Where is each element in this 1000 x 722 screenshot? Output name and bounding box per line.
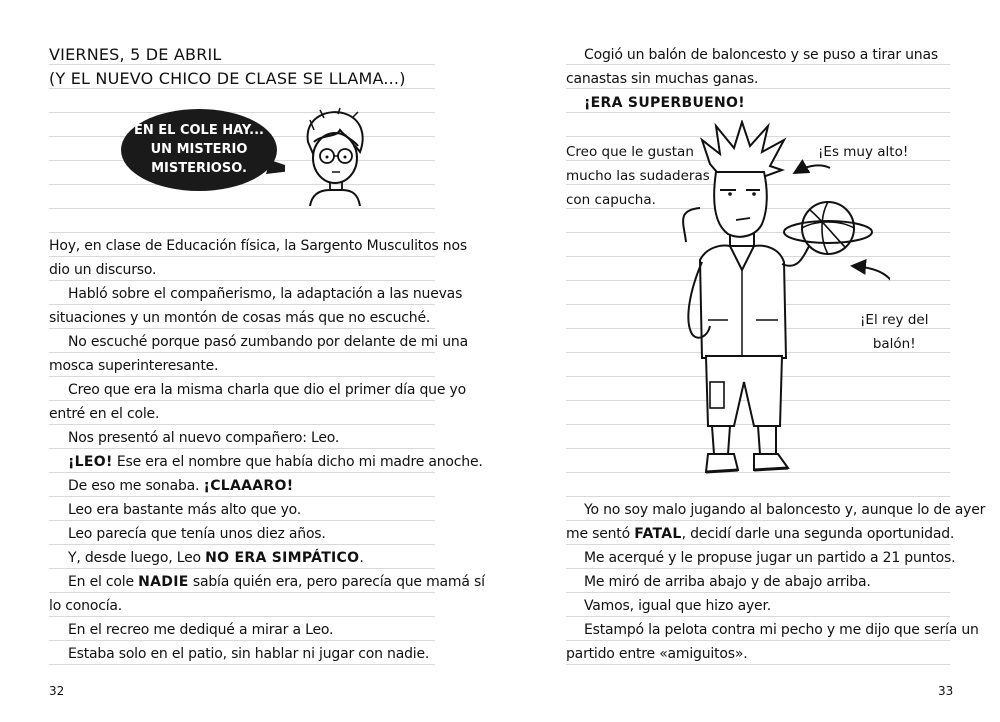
body-text: , decidí darle una segunda oportunidad. (681, 526, 955, 542)
ruled-line (566, 616, 950, 617)
body-text: Estaba solo en el patio, sin hablar ni jugar con nadie. (68, 646, 430, 662)
emphasis-text: ¡CLAAARO! (203, 478, 294, 494)
body-text: situaciones y un montón de cosas más que no escuché. (49, 310, 431, 326)
left-body-line (68, 549, 364, 567)
right-page (500, 0, 1000, 722)
ruled-line (49, 256, 435, 257)
page-number-right: 33 (938, 684, 954, 698)
tall-arrow (796, 165, 830, 172)
ruled-line (566, 640, 950, 641)
body-text: Y, desde luego, Leo (68, 550, 206, 566)
body-text: De eso me sonaba. (68, 478, 204, 494)
ball-king-label-line-2: balón! (872, 336, 916, 352)
right-bottom-line (584, 597, 771, 615)
ruled-line (566, 496, 950, 497)
body-text: Leo era bastante más alto que yo. (68, 502, 302, 518)
ruled-line (566, 592, 950, 593)
ruled-line (566, 568, 950, 569)
left-body-line (49, 309, 430, 327)
body-text: mosca superinteresante. (49, 358, 219, 374)
ruled-line (49, 544, 435, 545)
body-text: Ese era el nombre que había dicho mi madre anoche. (112, 454, 483, 470)
body-text: . (359, 550, 364, 566)
ruled-line (49, 664, 435, 665)
left-body-line (68, 453, 483, 471)
body-text: partido entre «amiguitos». (566, 646, 748, 662)
ruled-line (49, 400, 435, 401)
left-body-line (49, 261, 156, 279)
left-body-line (68, 525, 326, 543)
body-text: Hoy, en clase de Educación física, la Sargento Musculitos nos (49, 238, 467, 254)
shorts (706, 356, 782, 426)
body-text: me sentó (566, 526, 635, 542)
ruled-line (49, 64, 435, 65)
left-body-line (68, 381, 466, 399)
body-text: Nos presentó al nuevo compañero: Leo. (68, 430, 340, 446)
body-text: En el recreo me dediqué a mirar a Leo. (68, 622, 334, 638)
body-text: ¡ERA SUPERBUENO! (584, 95, 745, 111)
narrator-boy-illustration (296, 106, 368, 206)
chapter-subtitle: (Y EL NUEVO CHICO DE CLASE SE LLAMA...) (49, 69, 406, 88)
hoodie-label-line-1: Creo que le gustan (566, 144, 694, 160)
page-number-left: 32 (49, 684, 65, 698)
ruled-line (49, 208, 435, 209)
body-text: sabía quién era, pero parecía que mamá sí (188, 574, 485, 590)
body-text: lo conocía. (49, 598, 123, 614)
left-body-line (49, 357, 218, 375)
leo-illustration (650, 120, 890, 480)
left-body-line (49, 597, 122, 615)
ruled-line (49, 640, 435, 641)
ruled-line (49, 520, 435, 521)
body-text: Habló sobre el compañerismo, la adaptación a las nuevas (68, 286, 463, 302)
ruled-line (49, 472, 435, 473)
right-bottom-line (584, 573, 871, 591)
ruled-line (49, 328, 435, 329)
right-top-line (584, 46, 938, 64)
ruled-line (566, 64, 950, 65)
hoodie-label-line-3: con capucha. (566, 192, 656, 208)
right-bottom-line (584, 621, 979, 639)
emphasis-text: ¡LEO! (68, 454, 113, 470)
ruled-line (566, 544, 950, 545)
bubble-line-3: MISTERIOSO. (151, 161, 247, 176)
hoodie-label-line-2: mucho las sudaderas (566, 168, 710, 184)
ball-arrow (854, 266, 890, 298)
ball-king-label-line-1: ¡El rey del (860, 312, 929, 328)
body-text: Estampó la pelota contra mi pecho y me dijo que sería un (584, 622, 979, 638)
speech-bubble (120, 108, 278, 192)
left-body-line (68, 285, 462, 303)
bubble-line-2: UN MISTERIO (150, 142, 248, 157)
left-body-line (68, 621, 333, 639)
ruled-line (49, 232, 435, 233)
left-body-line (68, 645, 429, 663)
ruled-line (566, 520, 950, 521)
body-text: En el cole (68, 574, 139, 590)
body-text: entré en el cole. (49, 406, 160, 422)
body-text: Leo parecía que tenía unos diez años. (68, 526, 326, 542)
body-text: No escuché porque pasó zumbando por delante de mi una (68, 334, 468, 350)
body-text: Vamos, igual que hizo ayer. (584, 598, 771, 614)
ruled-line (49, 568, 435, 569)
right-top-line (566, 70, 758, 88)
left-body-line (68, 477, 293, 495)
right-bottom-line (566, 525, 954, 543)
left-body-line (68, 573, 485, 591)
spiky-hair (702, 122, 784, 178)
left-body-line (68, 333, 468, 351)
bubble-line-1: EN EL COLE HAY... (133, 123, 265, 138)
body-text: Me miró de arriba abajo y de abajo arriba. (584, 574, 871, 590)
ruled-line (49, 592, 435, 593)
ruled-line (49, 280, 435, 281)
right-bottom-line (584, 549, 955, 567)
ruled-line (49, 304, 435, 305)
left-body-line (68, 501, 301, 519)
left-body-line (49, 237, 467, 255)
ruled-line (49, 88, 435, 89)
ruled-line (49, 376, 435, 377)
body-text: Yo no soy malo jugando al baloncesto y, aunque lo de ayer (584, 502, 986, 518)
body-text: canastas sin muchas ganas. (566, 71, 759, 87)
right-bottom-line (584, 501, 985, 519)
hoodie-arrow (683, 208, 700, 242)
ruled-line (49, 496, 435, 497)
ruled-line (49, 616, 435, 617)
body-text: Cogió un balón de baloncesto y se puso a tirar unas (584, 47, 938, 63)
ruled-line (566, 664, 950, 665)
ruled-line (49, 424, 435, 425)
tall-label: ¡Es muy alto! (818, 144, 909, 160)
date-heading: VIERNES, 5 DE ABRIL (49, 45, 222, 64)
emphasis-text: FATAL (634, 526, 682, 542)
body-text: dio un discurso. (49, 262, 157, 278)
hoodie (700, 246, 786, 358)
ruled-line (566, 88, 950, 89)
right-bottom-line (566, 645, 747, 663)
ruled-line (49, 448, 435, 449)
ruled-line (49, 352, 435, 353)
emphasis-text: NADIE (138, 574, 189, 590)
body-text: Me acerqué y le propuse jugar un partido a 21 puntos. (584, 550, 956, 566)
ruled-line (566, 112, 950, 113)
body-text: Creo que era la misma charla que dio el primer día que yo (68, 382, 466, 398)
emphasis-text: NO ERA SIMPÁTICO (205, 550, 360, 566)
left-body-line (68, 429, 339, 447)
left-body-line (49, 405, 159, 423)
right-top-line (584, 94, 745, 112)
